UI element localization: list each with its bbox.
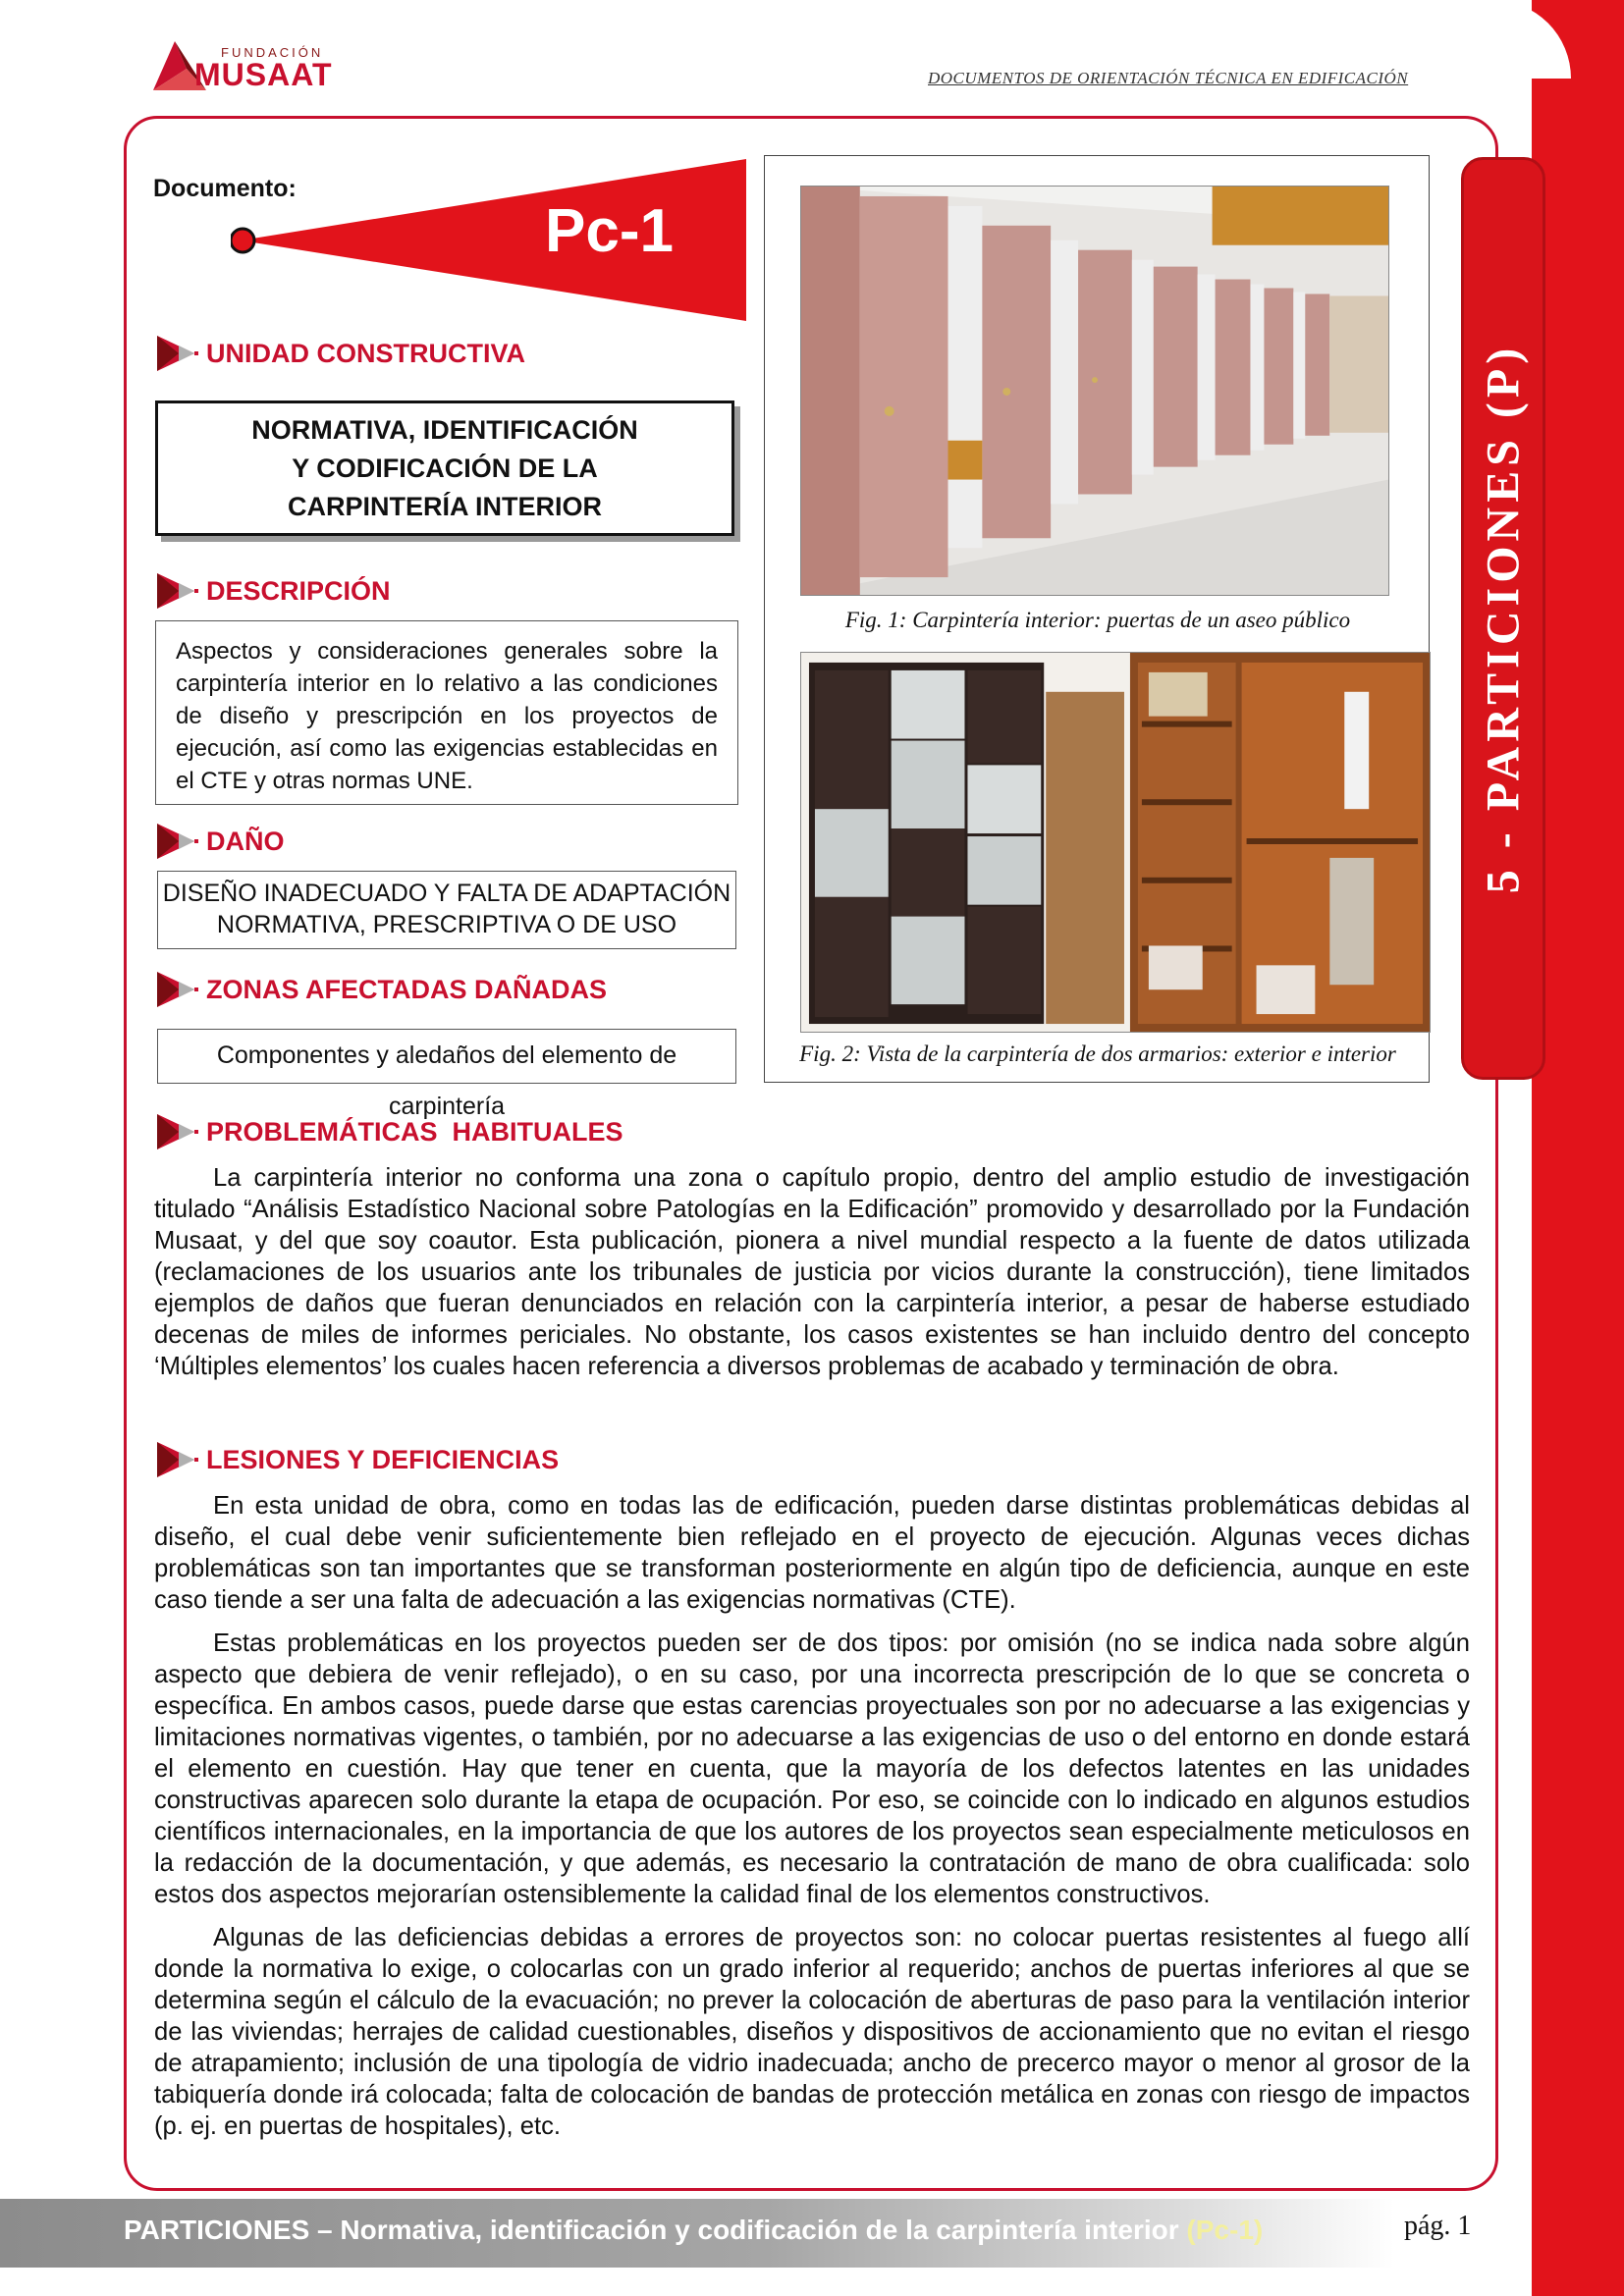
section-lesiones-header	[155, 1440, 559, 1479]
document-label: Documento:	[153, 175, 297, 202]
section-problematicas-header	[155, 1112, 623, 1151]
section-lesiones-title: LESIONES Y DEFICIENCIAS	[206, 1444, 560, 1474]
section-problematicas-title: PROBLEMÁTICAS HABITUALES	[206, 1116, 623, 1147]
page-number: pág. 1	[1404, 2211, 1472, 2241]
fig1-toilet-doors-photo	[800, 186, 1389, 596]
logo-name-text: MUSAAT	[194, 57, 333, 92]
damage-line-1: DISEÑO INADECUADO Y FALTA DE ADAPTACIÓN	[162, 880, 731, 907]
section-unidad-title: UNIDAD CONSTRUCTIVA	[206, 338, 525, 368]
section-marker-icon	[155, 571, 200, 611]
figures-frame	[764, 155, 1430, 1083]
chapter-side-tab-label: 5 - PARTICIONES (P)	[1477, 343, 1530, 894]
lesiones-paragraph-2: Estas problemáticas en los proyectos pueden ser de dos tipos: por omisión (no se indica nada sobre algún aspecto que debiera de venir reflejado), o en su caso, por una incorrecta prescripción de lo que se concreta o específica. En ambos casos, puede darse que estas carencias proyectuales son por no adecuarse a las exigencias y limitaciones normativas vigentes, o también, por no adecuarse a las exigencias de uso o del entorno en donde estará el elemento en cuestión. Hay que tener en cuenta, que la mayoría de los defectos latentes en las unidades constructivas aparecen solo durante la etapa de ocupación. Por eso, se coincide con lo indicado en algunos estudios científicos internacionales, en la importancia de que los autores de los proyectos sean especialmente meticulosos en la redacción de la documentación, y que además, es necesario la contratación de mano de obra cualificada: solo estos dos aspectos mejorarían ostensiblemente la calidad final de los elementos constructivos.	[154, 1629, 1470, 1908]
problematicas-body	[154, 1162, 1470, 1394]
affected-zones-box: Componentes y aledaños del elemento de carpintería	[157, 1029, 736, 1084]
footer-document-code: (Pc-1)	[1186, 2215, 1264, 2245]
fig2-caption: Fig. 2: Vista de la carpintería de dos armarios: exterior e interior	[799, 1041, 1396, 1066]
section-descripcion-header	[155, 571, 391, 611]
footer-title-text: PARTICIONES – Normativa, identificación y codificación de la carpintería interior	[124, 2215, 1179, 2245]
section-descripcion-title: DESCRIPCIÓN	[206, 575, 391, 606]
section-unidad-header	[155, 334, 525, 373]
unit-title-line-3: CARPINTERÍA INTERIOR	[287, 491, 602, 521]
damage-line-2: NORMATIVA, PRESCRIPTIVA O DE USO	[216, 911, 677, 938]
section-dano-header	[155, 822, 285, 861]
problematicas-paragraph-1: La carpintería interior no conforma una zona o capítulo propio, dentro del amplio estudio de investigación titulado “Análisis Estadístico Nacional sobre Patologías en la Edificación” promovido y desarrollado por la Fundación Musaat, y del que soy coautor. Esta publicación, pionera a nivel mundial respecto a la fuente de datos utilizada (reclamaciones de los usuarios ante los tribunales de justicia por vicios durante la construcción), tiene limitados ejemplos de daños que fueran denunciados en relación con la carpintería interior, a pesar de haberse estudiado decenas de miles de informes periciales. No obstante, los casos existentes se han incluido dentro del concepto ‘Múltiples elementos’ los cuales hacen referencia a diversos problemas de acabado y terminación de obra.	[154, 1164, 1470, 1380]
unit-title-line-2: Y CODIFICACIÓN DE LA	[292, 453, 598, 483]
section-dano-title: DAÑO	[206, 826, 285, 856]
description-box: Aspectos y consideraciones generales sobre la carpintería interior en lo relativo a las condiciones de diseño y prescripción en los proyectos de ejecución, así como las exigencias establecidas en el CTE y otras normas UNE.	[155, 620, 738, 805]
fig1-caption: Fig. 1: Carpintería interior: puertas de un aseo público	[844, 608, 1351, 632]
fig2-wardrobes-photo	[800, 652, 1431, 1033]
section-marker-icon	[155, 1112, 200, 1151]
section-zonas-header	[155, 970, 607, 1009]
section-zonas-title: ZONAS AFECTADAS DAÑADAS	[206, 974, 607, 1004]
unit-title-line-1: NORMATIVA, IDENTIFICACIÓN	[251, 414, 638, 445]
document-code: Pc-1	[545, 197, 674, 265]
section-marker-icon	[155, 970, 200, 1009]
document-series-header: DOCUMENTOS DE ORIENTACIÓN TÉCNICA EN EDIFICACIÓN	[928, 69, 1409, 87]
section-marker-icon	[155, 822, 200, 861]
lesiones-paragraph-1: En esta unidad de obra, como en todas las de edificación, pueden darse distintas problemáticas debidas al diseño, el cual debe venir suficientemente bien reflejado en el proyecto de ejecución. Algunas veces dichas problemáticas son tan importantes que se transforman posteriormente en algún tipo de deficiencia, aunque en este caso tiende a ser una falta de adecuación a las exigencias normativas (CTE).	[154, 1492, 1470, 1614]
logo-foundation-text: FUNDACIÓN	[221, 45, 324, 60]
lesiones-body	[154, 1490, 1470, 2154]
unit-title-box	[155, 400, 734, 536]
section-marker-icon	[155, 334, 200, 373]
section-marker-icon	[155, 1440, 200, 1479]
damage-box	[157, 871, 736, 949]
right-edge-bar	[1532, 0, 1624, 2296]
footer-title	[124, 2215, 1263, 2246]
lesiones-paragraph-3: Algunas de las deficiencias debidas a errores de proyectos son: no colocar puertas resistentes al fuego allí donde la normativa lo exige, o colocarlas con un grado inferior al requerido; anchos de puertas inferiores al que se determina según el cálculo de la evacuación; no prever la colocación de aberturas de paso para la ventilación interior de las viviendas; herrajes de calidad cuestionables, diseños y dispositivos de accionamiento que no evitan el riesgo de atrapamiento; inclusión de una tipología de vidrio inadecuada; ancho de precerco mayor o menor al grosor de la tabiquería donde irá colocada; falta de colocación de bandas de protección metálica en zonas con riesgo de impactos (p. ej. en puertas de hospitales), etc.	[154, 1924, 1470, 2140]
